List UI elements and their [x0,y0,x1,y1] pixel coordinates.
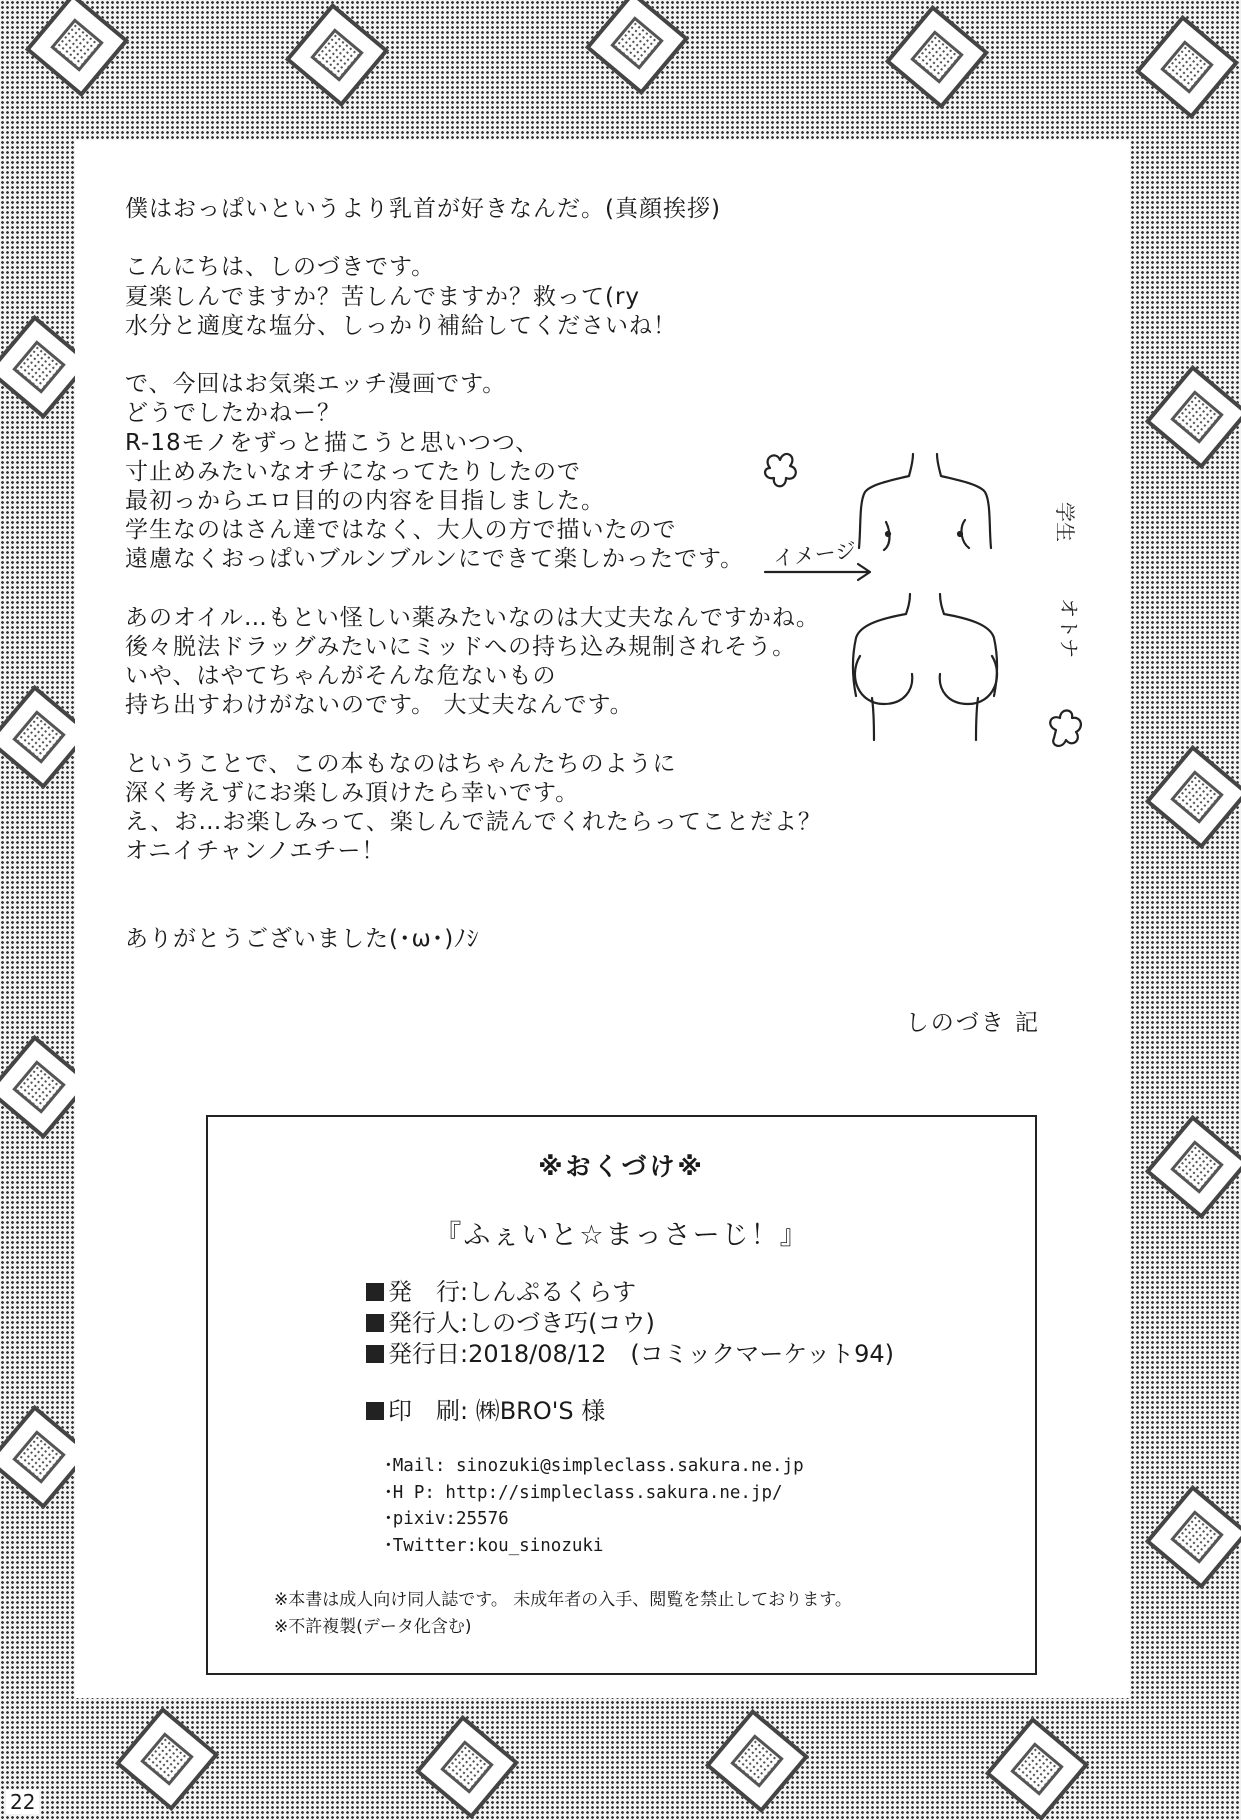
frame-ornament [1145,365,1241,469]
frame-ornament [885,5,989,109]
publication-details [366,1277,894,1427]
student-figure [958,532,962,536]
afterword-line: ということで、この本もなのはちゃんたちのように [125,750,677,777]
square-bullet-icon [366,1283,384,1301]
frame-ornament [705,1709,809,1813]
issue-date-text: 発行日:2018/08/12 (コミックマーケット94) [388,1340,894,1368]
contact-list [384,1453,804,1559]
afterword-line: 最初っからエロ目的の内容を目指しました。 [125,488,605,514]
afterword-paragraph [125,750,885,867]
afterword-line: いや、はやてちゃんがそんな危ないもの [125,663,557,690]
afterword-line: で、今回はお気楽エッチ漫画です。 [125,371,507,398]
afterword-line: 深く考えずにお楽しみ頂けたら幸いです。 [125,780,580,806]
student-figure [884,520,969,550]
issuer-text: 発行人:しのづき巧(コウ) [388,1309,655,1337]
afterword-line: 僕はおっぱいというより乳首が好きなんだ。(真顔挨拶) [125,196,721,222]
afterword-line: オニイチャンノエチー！ [125,838,386,865]
colophon-heading: ※おくづけ※ [538,1152,705,1181]
afterword-paragraph [125,925,885,954]
copy-notice: ※不許複製(データ化含む) [274,1617,472,1637]
frame-ornament [985,1717,1089,1820]
flower-doodle-icon [765,454,796,486]
afterword-paragraph [125,253,885,341]
contact-homepage: ･H P: http://simpleclass.sakura.ne.jp/ [384,1482,783,1503]
afterword-line: 遠慮なくおっぱいブルンブルンにできて楽しかったです。 [125,546,745,573]
square-bullet-icon [366,1314,384,1332]
contact-mail: ･Mail: sinozuki@simpleclass.sakura.ne.jp [384,1456,804,1476]
student-figure [859,454,991,548]
author-signature: しのづき 記 [905,1010,1040,1036]
legal-notes [274,1587,852,1641]
afterword-line: 夏楽しんでますか？苦しんでますか？救って(ry [125,283,641,310]
frame-ornament [115,1707,219,1811]
frame-ornament [415,1715,519,1819]
square-bullet-icon [366,1345,384,1363]
afterword-line: 持ち出すわけがないのです。 大丈夫なんです。 [125,692,634,719]
frame-ornament [1145,1485,1241,1589]
afterword-line: 水分と適度な塩分、しっかり補給してくださいね！ [125,312,677,339]
afterword-line: 寸止めみたいなオチになってたりしたので [125,458,581,485]
square-bullet-icon [366,1402,384,1420]
adult-notice: ※本書は成人向け同人誌です。 未成年者の入手、閲覧を禁止しております。 [274,1590,852,1610]
adult-figure [855,656,997,704]
afterword-line: こんにちは、しのづきです。 [125,254,436,281]
frame-ornament [1145,1115,1241,1219]
book-title: 『ふぇいと☆まっさーじ！』 [434,1220,809,1251]
frame-ornament [1145,745,1241,849]
contact-twitter: ･Twitter:kou_sinozuki [384,1535,604,1556]
afterword-paragraph [125,195,885,224]
page-number: 22 [6,1790,39,1814]
frame-ornament [1135,15,1239,119]
arrow-label: イメージ [772,538,858,571]
colophon-box [206,1115,1037,1675]
afterword-line: R-18モノをずっと描こうと思いつつ、 [125,429,540,456]
student-label: 学生 [1053,502,1077,542]
frame-ornament [585,0,689,95]
image-sketch [760,430,1090,760]
issuer-row [366,1308,894,1339]
afterword-line: え、お…お楽しみって、楽しんで読んでくれたらってことだよ？ [125,809,822,836]
printer-text: 印 刷: ㈱BRO'S 様 [388,1397,606,1425]
flower-doodle-icon [1050,711,1081,746]
afterword-line: どうでしたかねー？ [125,400,341,427]
student-figure [886,532,890,536]
issue-date-row [366,1339,894,1370]
contact-pixiv: ･pixiv:25576 [384,1509,509,1529]
frame-ornament [25,0,129,97]
publisher-row [366,1277,894,1308]
afterword-line: 後々脱法ドラッグみたいにミッドへの持ち込み規制されそう。 [125,634,797,660]
afterword-line: ありがとうございました(･ω･)ﾉｼ [125,925,480,952]
afterword-line: あのオイル…もとい怪しい薬みたいなのは大丈夫なんですかね。 [125,604,820,631]
frame-ornament [285,3,389,107]
printer-row [366,1396,894,1427]
publisher-text: 発 行:しんぷるくらす [388,1278,637,1306]
afterword-line: 学生なのはさん達ではなく、大人の方で描いたので [125,517,677,544]
adult-label: オトナ [1057,598,1081,658]
adult-figure [853,594,997,696]
